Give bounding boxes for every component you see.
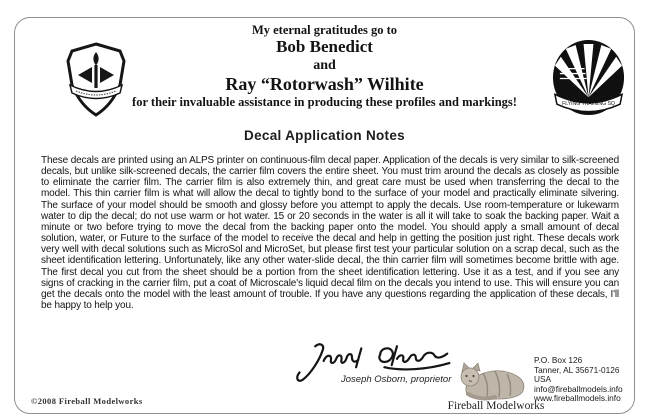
credit-name-bob-benedict: Bob Benedict bbox=[276, 37, 373, 56]
sunburst-disc-icon bbox=[549, 38, 628, 121]
dedication-block bbox=[125, 23, 524, 110]
address-line-po-box: P.O. Box 126 bbox=[534, 355, 583, 365]
shield-torch-wings-icon bbox=[58, 41, 134, 119]
address-line-country: USA bbox=[534, 374, 552, 385]
address-line-city: Tanner, AL 35671-0126 bbox=[534, 364, 620, 375]
signature-caption: Joseph Osborn, proprietor bbox=[341, 374, 452, 385]
application-notes-paragraph: These decals are printed using an ALPS printer on continuous-film decal paper. Application of the decals is very similar to silk-screened decals, but unlike silk-screened decals, the carrier film covers the entire sheet. You must trim around the decals as closely as possible to eliminate the carrier film. The carrier film is also extremely thin, and great care must be used when transferring the decal to the model. This thin carrier film is what will allow the decal to tightly bond to the surface of your model and practically eliminate silvering. The surface of your model should be smooth and glossy before you attempt to apply the decals. Use room-temperature or lukewarm water to dip the decal; do not use warm or hot water. 15 or 20 seconds in the water is all it will take to soak the backing paper. Wait a minute or two before trying to move the decal from the backing paper onto the model. You should apply a small amount of decal solution, water, or Future to the surface of the model to receive the decal and help in getting the position just right. These decals work very well with decal solutions such as MicroSol and MicroSet, but please first test your particular solution on a scrap decal, such as the sheet identification lettering. Unfortunately, like any other water-slide decal, the thin carrier film will sometimes become brittle with age. The first decal you cut from the sheet should be a portion from the sheet identification lettering. Use it as a test, and if you see any signs of cracking in the carrier film, put a coat of Microscale's liquid decal film on the decals you intend to use. This will ensure you can get the decals onto the model with the least amount of trouble. If you have any questions regarding the application of these decals, I'll be happy to help you. bbox=[41, 155, 619, 312]
dedication-conjunction: and bbox=[313, 58, 336, 73]
address-line-email: info@fireballmodels.info bbox=[534, 383, 623, 394]
dedication-outro: for their invaluable assistance in producing these profiles and markings! bbox=[132, 95, 517, 109]
dedication-intro: My eternal gratitudes go to bbox=[251, 23, 398, 37]
brand-name: Fireball Modelworks bbox=[447, 400, 545, 412]
air-education-training-command-emblem-icon bbox=[58, 41, 134, 119]
squadron-banner-text: FLYING TRAINING SQ bbox=[562, 101, 615, 108]
copyright-text: ©2008 Fireball Modelworks bbox=[31, 396, 143, 406]
credit-name-ray-wilhite: Ray “Rotorwash” Wilhite bbox=[225, 74, 424, 94]
address-line-website: www.fireballmodels.info bbox=[534, 393, 621, 404]
flying-training-squadron-emblem-icon bbox=[549, 38, 628, 121]
decal-notes-card bbox=[14, 17, 635, 414]
sleeping-cat-photo bbox=[453, 361, 531, 403]
page-title: Decal Application Notes bbox=[244, 128, 405, 143]
address-block bbox=[534, 356, 623, 404]
